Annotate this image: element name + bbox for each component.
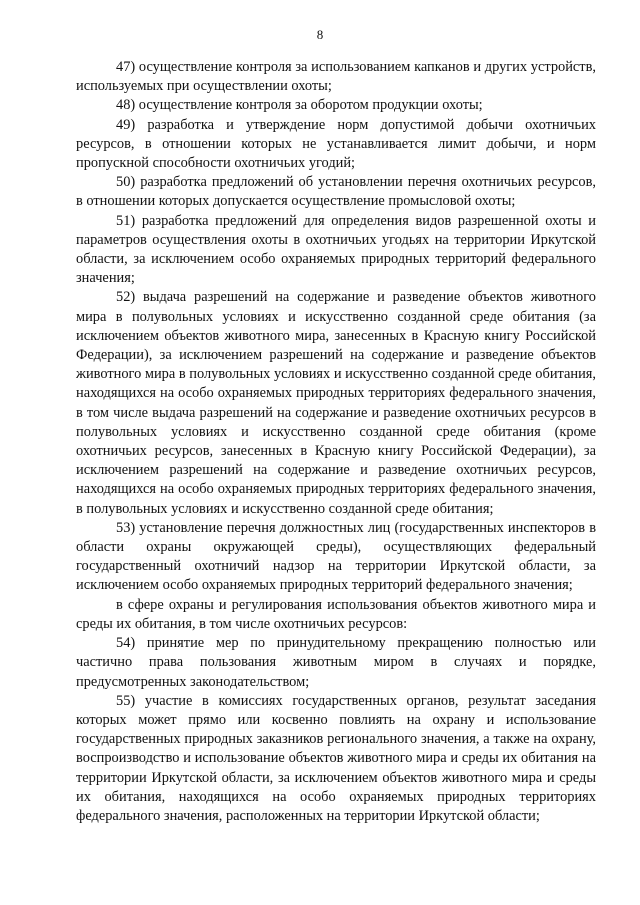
paragraph-49: 49) разработка и утверждение норм допустимой добычи охотничьих ресурсов, в отношении которых не устанавливается лимит добычи, и норм пропускной способности охотничьих угодий; bbox=[76, 116, 596, 172]
paragraph-51: 51) разработка предложений для определения видов разрешенной охоты и параметров осуществления охоты в охотничьих угодьях на территории Иркутской области, за исключением особо охраняемых природных территорий федерального значения; bbox=[76, 212, 596, 287]
section-heading-wildlife: в сфере охраны и регулирования использования объектов животного мира и среды их обитания, в том числе охотничьих ресурсов: bbox=[76, 596, 596, 632]
paragraph-50: 50) разработка предложений об установлении перечня охотничьих ресурсов, в отношении которых допускается осуществление промысловой охоты; bbox=[76, 174, 596, 210]
paragraph-54: 54) принятие мер по принудительному прекращению полностью или частично права пользования животным миром в случаях и порядке, предусмотренных законодательством; bbox=[76, 635, 596, 690]
paragraph-53: 53) установление перечня должностных лиц (государственных инспекторов в области охраны окружающей среды), осуществляющих федеральный государственный охотничий надзор на территории Иркутской области, за исключением особо охраняемых природных территорий федерального значения; bbox=[76, 519, 596, 594]
paragraph-47: 47) осуществление контроля за использованием капканов и других устройств, используемых при осуществлении охоты; bbox=[76, 59, 596, 95]
paragraph-52: 52) выдача разрешений на содержание и разведение объектов животного мира в полувольных условиях и искусственно созданной среде обитания (за исключением объектов животного мира, занесенных в Красную книгу Российской Федерации), за исключением разрешений на содержание и разведение объектов животного мира в полувольных условиях и искусственно созданной среде обитания, находящихся на особо охраняемых природных территориях федерального значения, в том числе выдача разрешений на содержание и разведение охотничьих ресурсов в полувольных условиях и искусственно созданной среде обитания (кроме охотничьих ресурсов, занесенных в Красную книгу Российской Федерации), за исключением разрешений на содержание и разведение охотничьих ресурсов, находящихся на особо охраняемых природных территориях федерального значения, в полувольных условиях и искусственно созданной среде обитания; bbox=[76, 289, 596, 517]
document-body bbox=[76, 58, 596, 826]
page-number: 8 bbox=[316, 27, 324, 42]
paragraph-55: 55) участие в комиссиях государственных органов, результат заседания которых может прямо или косвенно повлиять на охрану и использование государственных природных заказников регионального значения, а также на охрану, воспроизводство и использование объектов животного мира и среды их обитания на территории Иркутской области, за исключением объектов животного мира и среды их обитания, находящихся на особо охраняемых природных территориях федерального значения, расположенных на территории Иркутской области; bbox=[76, 692, 596, 824]
paragraph-48: 48) осуществление контроля за оборотом продукции охоты; bbox=[116, 97, 483, 114]
